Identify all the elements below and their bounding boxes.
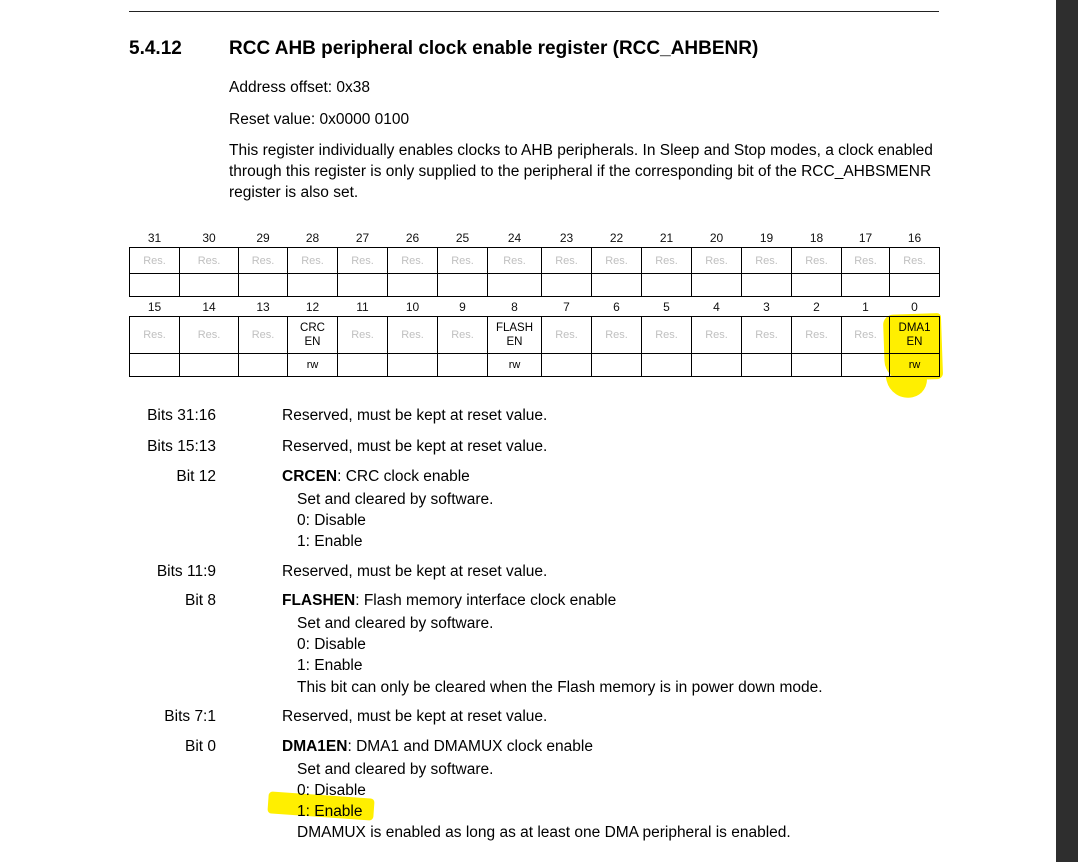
reserved-field: Res.	[180, 317, 239, 354]
bit-number: 13	[256, 300, 270, 314]
reserved-field: Res.	[692, 248, 742, 274]
bit-number: 7	[563, 300, 570, 314]
bit-number-row-low	[130, 298, 940, 317]
bit-number: 18	[809, 231, 824, 245]
bit-number: 3	[763, 300, 770, 314]
reserved-field: Res.	[438, 317, 488, 354]
bit-number: 6	[613, 300, 620, 314]
access-dma1en: rw	[890, 354, 940, 377]
reserved-field: Res.	[130, 317, 180, 354]
bit-number: 20	[709, 231, 724, 245]
section-title: RCC AHB peripheral clock enable register (RCC_AHBENR)	[229, 38, 759, 59]
bit-number: 5	[663, 300, 670, 314]
bit-number: 9	[459, 300, 466, 314]
field-name-flashen: FLASHEN	[282, 592, 356, 609]
reserved-field: Res.	[792, 317, 842, 354]
bit-number: 4	[713, 300, 720, 314]
reset-value: Reset value: 0x0000 0100	[229, 111, 410, 128]
reserved-field: Res.	[130, 248, 180, 274]
reserved-field: Res.	[542, 248, 592, 274]
document-page: 5.4.12 RCC AHB peripheral clock enable register (RCC_AHBENR) Address offset: 0x38 Reset value: 0x0000 0100 This register individually enables clocks to AHB peripherals. In Sleep and Stop modes, a clock enabled through this register is only supplied to the peripheral if the corresponding bit of the RCC_AHBSMENR register is also set. 31 30 29 28 27 26 25 24 23 22 21 20 19 18 17 16 Res. Res. Res. Res. Res. Res. Res. Res. Res. Res. Res. Res. Res. Res. Res. Res. 15 14 13 12 11 10 9 8 7 6 5 4 3 2 1 0 Res. Res. Res. CRC EN Res. Res. Res. FLASH EN Res. Res. Res. Res. Res. Res. Res. DMA1 EN rw rw rw Bits 31:16 Reserved, must be kept at reset value. Bits 15:13 Reserved, must be kept at reset value. Bit 12 CRCEN: CRC clock enable Set and cleared by software. 0: Disable 1: Enable Bits 11:9 Reserved, must be kept at reset value. Bit 8 FLASHEN: Flash memory interface clock enable Set and cleared by software. 0: Disable 1: Enable This bit can only be cleared when the Flash memory is in power down mode. Bits 7:1 Reserved, must be kept at reset value. Bit 0 DMA1EN: DMA1 and DMAMUX clock enable Set and cleared by software. 0: Disable 1: Enable DMAMUX is enabled as long as at least one DMA peripheral is enabled.	[0, 0, 1056, 862]
field-crcen	[288, 317, 338, 354]
bit-number: 19	[759, 231, 774, 245]
field-flashen	[488, 317, 542, 354]
bit-number-row-high	[130, 229, 940, 248]
bit-number: 25	[455, 231, 470, 245]
reserved-field: Res.	[592, 248, 642, 274]
reserved-field: Res.	[592, 317, 642, 354]
field-dma1en	[890, 317, 940, 354]
field-flashen-label: FLASH EN	[495, 322, 534, 348]
reserved-field: Res.	[642, 248, 692, 274]
address-offset: Address offset: 0x38	[229, 79, 371, 96]
access-flashen: rw	[488, 354, 542, 377]
bit-number: 30	[202, 231, 216, 245]
reserved-field: Res.	[742, 248, 792, 274]
reserved-field: Res.	[842, 317, 890, 354]
bit-number: 2	[813, 300, 820, 314]
reserved-field: Res.	[338, 248, 388, 274]
field-name-crcen: CRCEN	[282, 468, 338, 485]
reserved-field: Res.	[692, 317, 742, 354]
field-dma1en-label: DMA1 EN	[898, 322, 931, 348]
bit-number: 14	[202, 300, 216, 314]
access-row-high	[130, 274, 940, 297]
field-row-low	[130, 317, 940, 354]
bit-number: 26	[405, 231, 420, 245]
bit-number: 24	[507, 231, 522, 245]
reserved-field: Res.	[239, 317, 288, 354]
reserved-field: Res.	[388, 248, 438, 274]
bit-number: 29	[256, 231, 270, 245]
bit-number: 16	[907, 231, 922, 245]
bit-number: 1	[862, 300, 869, 314]
reserved-field: Res.	[792, 248, 842, 274]
bit-number: 15	[147, 300, 162, 314]
reserved-field: Res.	[890, 248, 940, 274]
bit-number: 0	[911, 300, 918, 314]
bit-number: 8	[511, 300, 518, 314]
reserved-field: Res.	[542, 317, 592, 354]
top-rule	[129, 11, 939, 12]
reserved-field: Res.	[642, 317, 692, 354]
reserved-field: Res.	[288, 248, 338, 274]
reserved-field: Res.	[180, 248, 239, 274]
register-table-low	[129, 298, 940, 377]
section-number: 5.4.12	[129, 38, 182, 59]
reserved-field: Res.	[488, 248, 542, 274]
field-name-dma1en: DMA1EN	[282, 738, 348, 755]
reserved-field: Res.	[438, 248, 488, 274]
access-crcen: rw	[288, 354, 338, 377]
bit-number: 10	[405, 300, 420, 314]
register-table-high	[129, 229, 940, 297]
bit-number: 28	[305, 231, 320, 245]
bit-number: 12	[305, 300, 320, 314]
reserved-field: Res.	[842, 248, 890, 274]
reserved-field: Res.	[239, 248, 288, 274]
field-row-high	[130, 248, 940, 274]
bit-number: 31	[147, 231, 162, 245]
bit-number: 27	[355, 231, 370, 245]
bit-number: 11	[356, 300, 369, 314]
viewer-edge	[1056, 0, 1078, 862]
reserved-field: Res.	[388, 317, 438, 354]
reserved-field: Res.	[742, 317, 792, 354]
bit-number: 21	[659, 231, 674, 245]
access-row-low	[130, 354, 940, 377]
bit-number: 23	[559, 231, 574, 245]
bit-number: 17	[858, 231, 873, 245]
reserved-field: Res.	[338, 317, 388, 354]
field-crcen-label: CRC EN	[300, 322, 325, 348]
bit-number: 22	[609, 231, 624, 245]
register-description: This register individually enables clocks to AHB peripherals. In Sleep and Stop modes, a clock enabled through this register is only supplied to the peripheral if the corresponding bit of the RCC_AHBSMENR register is also set.	[229, 142, 933, 201]
